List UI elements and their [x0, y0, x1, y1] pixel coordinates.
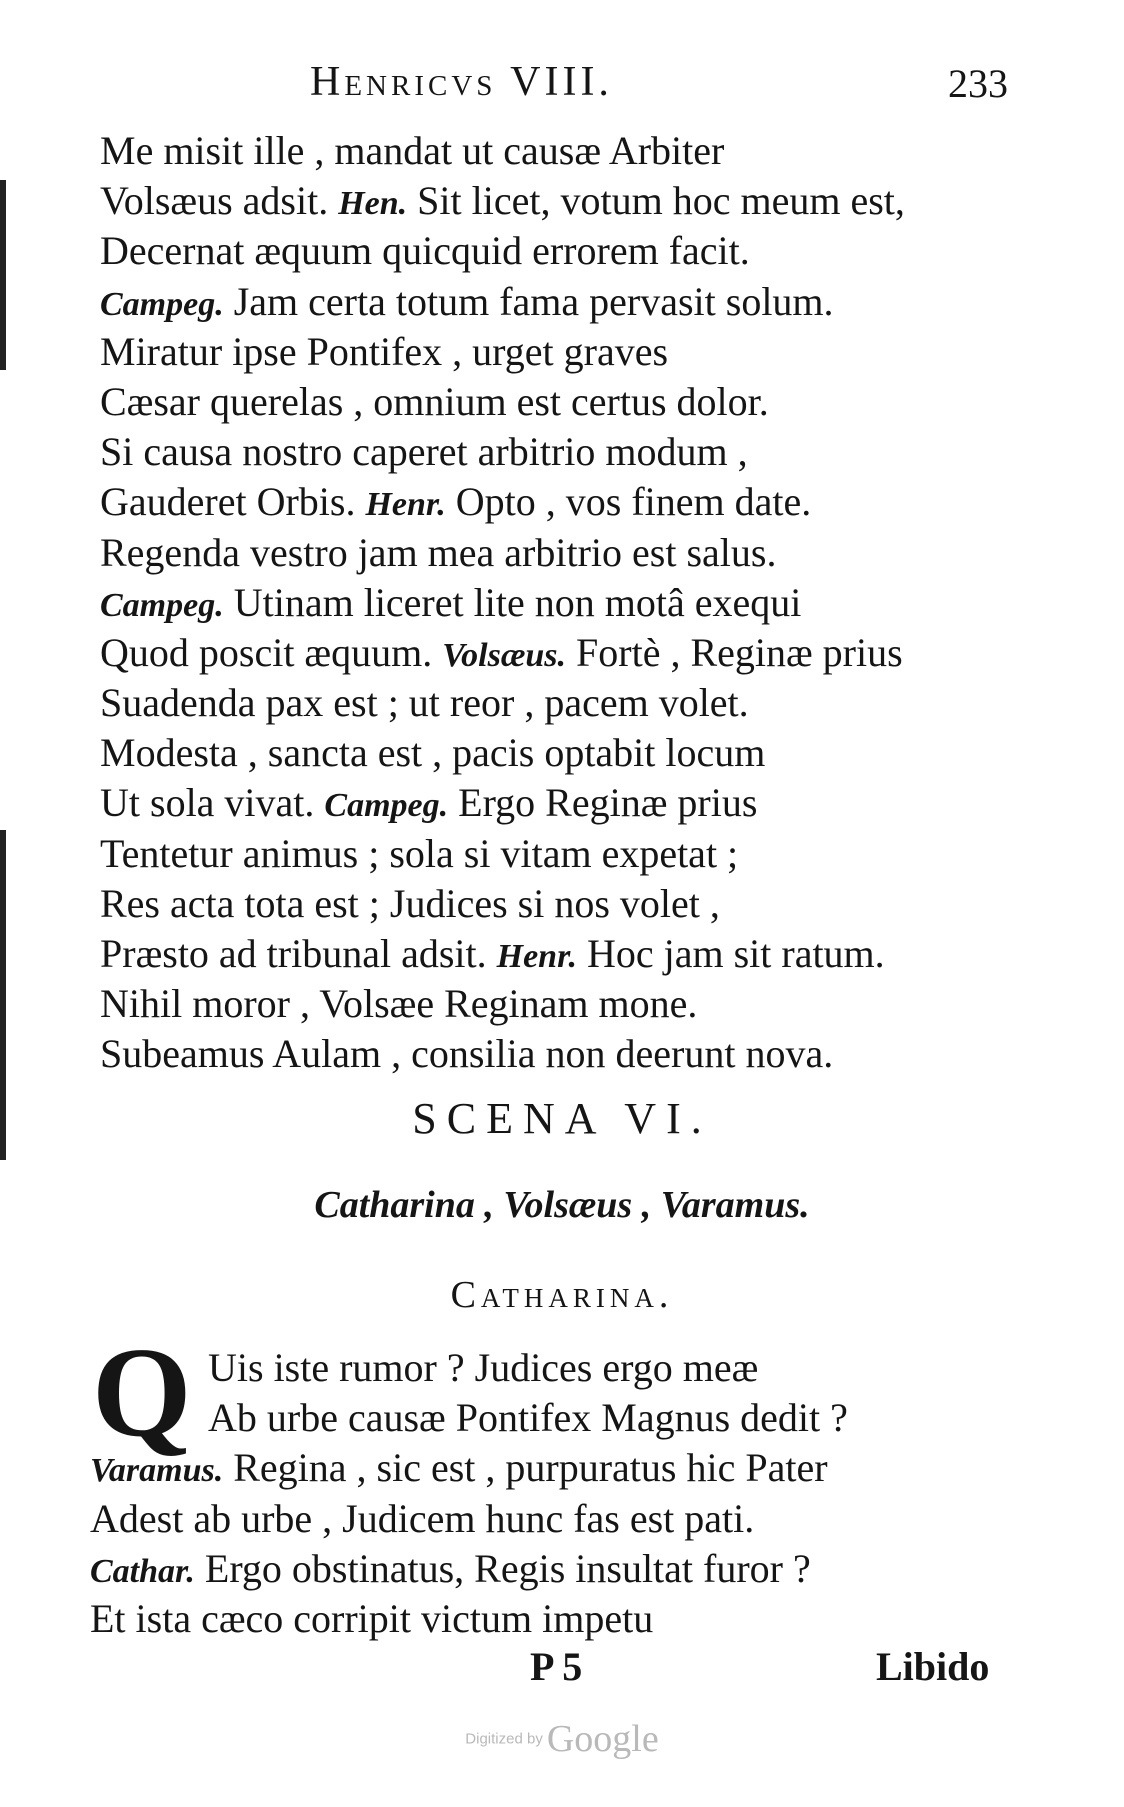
verse-line	[100, 377, 1060, 427]
speaker-abbreviation: Campeg.	[100, 285, 224, 323]
verse-text: Res acta tota est ; Judices si nos volet ,	[100, 880, 720, 926]
verse-text: Suadenda pax est ; ut reor , pacem volet.	[100, 680, 749, 726]
verse-text: Nihil moror , Volsæe Reginam mone.	[100, 981, 698, 1027]
speaker-abbreviation: Hen.	[338, 185, 408, 223]
speaker-abbreviation: Volsæus.	[442, 636, 567, 674]
verse-line	[100, 778, 1060, 828]
verse-line	[100, 176, 1060, 226]
verse-line	[100, 879, 1060, 929]
running-title: Henricvs VIII.	[310, 59, 613, 105]
verse-text: Volsæus adsit.	[100, 178, 339, 224]
scene-cast-list: Catharina , Volsæus , Varamus.	[314, 1184, 810, 1226]
page-footer	[0, 1643, 1124, 1703]
verse-text: Cæsar querelas , omnium est certus dolor.	[100, 378, 769, 424]
page-number: 233	[948, 61, 1008, 106]
verse-text: Me misit ille , mandat ut causæ Arbiter	[100, 128, 725, 173]
running-head	[0, 58, 1124, 118]
verse-text: Et ista cæco corripit victum impetu	[90, 1595, 654, 1641]
speaker-abbreviation: Henr.	[496, 938, 577, 975]
verse-line	[90, 1544, 1050, 1594]
verse-line	[100, 628, 1060, 678]
signature-mark: P 5	[530, 1644, 583, 1689]
verse-line	[100, 728, 1060, 778]
verse-line	[100, 427, 1060, 477]
verse-text: Fortè , Reginæ prius	[566, 629, 903, 675]
verse-text: Ergo obstinatus, Regis insultat furor ?	[194, 1545, 811, 1591]
speaker-abbreviation: Campeg.	[324, 787, 449, 825]
verse-line	[100, 829, 1060, 879]
verse-text: Quod poscit æquum.	[100, 629, 443, 675]
verse-text: Regina , sic est , purpuratus hic Pater	[223, 1445, 828, 1491]
speaker-abbreviation: Campeg.	[100, 586, 224, 624]
verse-text: Jam certa totum fama pervasit solum.	[223, 278, 834, 324]
verse-text: Regenda vestro jam mea arbitrio est salus.	[100, 529, 777, 575]
verse-text: Modesta , sancta est , pacis optabit locum	[100, 730, 766, 776]
speaker-heading: Catharina.	[450, 1274, 674, 1316]
verse-line	[100, 277, 1060, 327]
digitization-watermark	[0, 1717, 1124, 1761]
verse-line	[100, 327, 1060, 377]
page-edge-shadow	[0, 180, 6, 370]
verse-block-scene-vi	[90, 1343, 1050, 1644]
verse-line	[90, 1443, 1050, 1493]
verse-line	[90, 1594, 1050, 1644]
verse-line	[100, 477, 1060, 527]
verse-text: Opto , vos finem date.	[445, 479, 812, 525]
verse-text: Hoc jam sit ratum.	[576, 931, 885, 976]
speaker-abbreviation: Varamus.	[90, 1452, 224, 1490]
verse-line	[90, 1494, 1050, 1544]
watermark-prefix: Digitized by	[465, 1730, 543, 1748]
verse-text: Adest ab urbe , Judicem hunc fas est pati.	[90, 1495, 755, 1541]
verse-text: Ut sola vivat.	[100, 780, 325, 826]
catchword: Libido	[876, 1644, 990, 1689]
speaker-abbreviation: Cathar.	[90, 1552, 195, 1590]
verse-text: Ab urbe causæ Pontifex Magnus dedit ?	[208, 1395, 848, 1441]
verse-text: Uis iste rumor ? Judices ergo meæ	[208, 1345, 759, 1390]
verse-text: Præsto ad tribunal adsit.	[100, 931, 497, 976]
verse-line	[100, 678, 1060, 728]
verse-line	[100, 979, 1060, 1029]
verse-text: Utinam liceret lite non motâ exequi	[223, 579, 802, 625]
verse-line	[100, 528, 1060, 578]
verse-line	[90, 1343, 1050, 1393]
verse-line	[100, 929, 1060, 979]
verse-text: Tentetur animus ; sola si vitam expetat ;	[100, 830, 739, 876]
verse-line	[100, 226, 1060, 276]
drop-cap: Q	[92, 1321, 192, 1463]
verse-text: Gauderet Orbis.	[100, 479, 366, 525]
verse-text: Miratur ipse Pontifex , urget graves	[100, 328, 669, 374]
scene-heading: SCENA VI.	[412, 1094, 712, 1143]
verse-text: Sit licet, votum hoc meum est,	[407, 178, 905, 224]
watermark-brand: Google	[546, 1718, 659, 1760]
speaker-abbreviation: Henr.	[365, 486, 446, 524]
verse-line	[100, 578, 1060, 628]
verse-line	[100, 1029, 1060, 1079]
verse-line	[100, 126, 1060, 176]
verse-text: Subeamus Aulam , consilia non deerunt nova.	[100, 1031, 834, 1077]
verse-text: Ergo Reginæ prius	[448, 780, 758, 826]
verse-line	[90, 1393, 1050, 1443]
verse-text: Decernat æquum quicquid errorem facit.	[100, 228, 750, 274]
verse-text: Si causa nostro caperet arbitrio modum ,	[100, 429, 748, 475]
verse-block-scene-v	[100, 126, 1060, 1080]
